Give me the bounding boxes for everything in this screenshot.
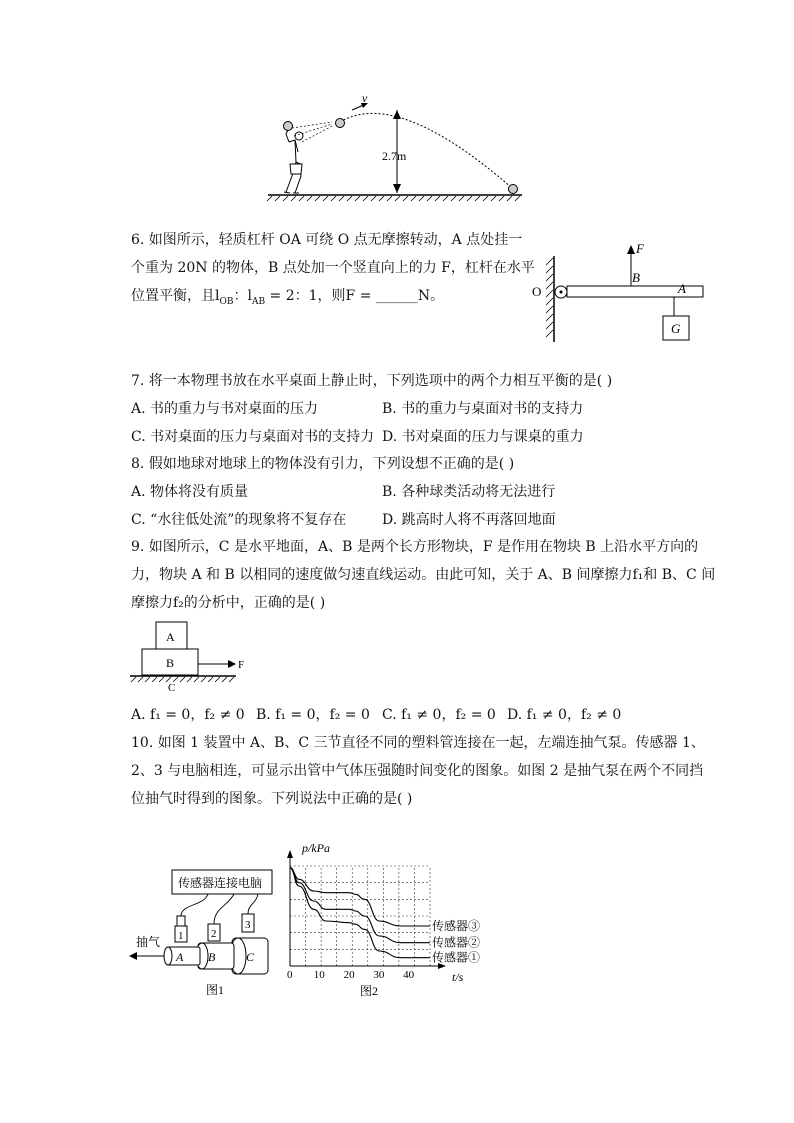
- force-label: F: [238, 659, 245, 671]
- q8-option-c: C. “水往低处流”的现象将不复存在: [131, 512, 347, 528]
- tube-A-end: [164, 947, 172, 965]
- q8-stem: 8. 假如地球对地球上的物体没有引力，下列设想不正确的是( ): [131, 456, 515, 472]
- legend-label: 传感器①: [432, 950, 481, 965]
- q9-line3: 摩擦力f₂的分析中，正确的是( ): [131, 595, 326, 611]
- wall-hatch: [546, 258, 553, 337]
- q7-option-b: B. 书的重力与桌面对书的支持力: [382, 401, 584, 417]
- q6-line3-b: ：l: [233, 288, 252, 304]
- lever-A-label: A: [678, 281, 686, 296]
- q9-option-c: C. f₁ ≠ 0，f₂ = 0: [382, 707, 496, 723]
- height-arrow-top: [393, 110, 401, 119]
- ball-start: [336, 119, 345, 128]
- block-B-label: B: [166, 656, 175, 670]
- legend-label: 传感器②: [432, 935, 481, 950]
- q8-option-d: D. 跳高时人将不再落回地面: [382, 512, 556, 528]
- tube-A-label: A: [176, 950, 184, 964]
- q6-line3-c: = 2：1，则F = ______N。: [265, 288, 445, 304]
- sensor-1-neck: [177, 916, 185, 926]
- lever-G-label: G: [671, 321, 681, 336]
- q6-sub-ob: OB: [219, 296, 234, 307]
- sensor-1-label: 1: [178, 930, 184, 942]
- q10-line3: 位抽气时得到的图象。下列说法中正确的是( ): [131, 791, 413, 807]
- x-tick-label: 40: [403, 969, 415, 981]
- pump-label: 抽气: [136, 935, 161, 949]
- chart-grid: [290, 866, 430, 966]
- q9-line2: 力，物块 A 和 B 以相同的速度做匀速直线运动。由此可知，关于 A、B 间摩擦力f₁和 B、C 间: [131, 567, 716, 583]
- q6-line3: [131, 287, 444, 311]
- velocity-label: v: [362, 92, 368, 105]
- q6-line2: 个重为 20N 的物体，B 点处加一个竖直向上的力 F，杠杆在水平: [131, 260, 535, 276]
- blocks-figure: [128, 616, 258, 696]
- force-F-head: [627, 245, 635, 254]
- x-tick-label: 10: [313, 969, 325, 981]
- lever-B-label: B: [632, 270, 640, 285]
- q6-sub-ab: AB: [251, 296, 266, 307]
- series-line: [290, 868, 430, 943]
- q8-option-b: B. 各种球类活动将无法进行: [382, 484, 556, 500]
- pressure-chart: [280, 836, 520, 1002]
- chart-y-axis-label: p/kPa: [302, 841, 330, 855]
- pivot-center: [560, 291, 563, 294]
- q7-option-c: C. 书对桌面的压力与桌面对书的支持力: [131, 429, 375, 445]
- chart-axes: [287, 850, 446, 969]
- q9-option-a: A. f₁ = 0，f₂ ≠ 0: [131, 707, 245, 723]
- q10-line1: 10. 如图 1 装置中 A、B、C 三节直径不同的塑料管连接在一起，左端连抽气泵。传感器 1、: [131, 735, 705, 751]
- block-A-label: A: [166, 630, 175, 644]
- series-line: [290, 868, 430, 926]
- lever-F-label: F: [636, 241, 644, 256]
- q7-option-a: A. 书的重力与书对桌面的压力: [131, 401, 319, 417]
- q8-option-a: A. 物体将没有质量: [131, 484, 249, 500]
- height-arrow-bottom: [393, 184, 401, 193]
- fig1-caption: 图1: [206, 983, 225, 997]
- ground-C-hatch: [131, 677, 234, 682]
- thrower-person: [284, 122, 304, 194]
- q7-stem: 7. 将一本物理书放在水平桌面上静止时，下列选项中的两个力相互平衡的是( ): [131, 373, 613, 389]
- q6-line1: 6. 如图所示，轻质杠杆 OA 可绕 O 点无摩擦转动，A 点处挂一: [131, 232, 523, 248]
- q9-line1: 9. 如图所示，C 是水平地面，A、B 是两个长方形物块，F 是作用在物块 B 上沿水平方向的: [131, 539, 699, 555]
- chart-legend: [432, 918, 480, 965]
- apparatus-figure: [128, 860, 288, 1000]
- trajectory-curve: [340, 113, 512, 188]
- ground-hatch: [267, 196, 520, 201]
- q6-line3-a: 位置平衡，且l: [131, 288, 220, 304]
- x-tick-label: 0: [287, 969, 293, 981]
- chart-series: [290, 868, 430, 958]
- q7-option-d: D. 书对桌面的压力与课桌的重力: [382, 429, 584, 445]
- y-axis-arrow: [287, 850, 293, 858]
- force-arrow-head: [228, 660, 236, 668]
- computer-box-label: 传感器连接电脑: [178, 876, 263, 890]
- series-line: [290, 868, 430, 958]
- x-tick-label: 20: [343, 969, 355, 981]
- ground-C-label: C: [168, 682, 176, 694]
- throw-figure: [262, 92, 526, 210]
- sensor-3-label: 3: [245, 919, 251, 931]
- q9-option-d: D. f₁ ≠ 0，f₂ ≠ 0: [507, 707, 622, 723]
- tube-C-label: C: [246, 950, 255, 964]
- q10-line2: 2、3 与电脑相连，可显示出管中气体压强随时间变化的图象。如图 2 是抽气泵在两个不同挡: [131, 763, 704, 779]
- legend-label: 传感器③: [432, 919, 481, 933]
- pump-arrow-head: [129, 952, 137, 960]
- ball-end: [509, 185, 518, 194]
- chart-ticks: [287, 969, 415, 981]
- fig2-caption: 图2: [360, 984, 379, 998]
- chart-x-axis-label: t/s: [452, 970, 464, 984]
- q9-option-b: B. f₁ = 0，f₂ = 0: [256, 707, 370, 723]
- lever-figure: [528, 236, 708, 350]
- x-tick-label: 30: [373, 969, 385, 981]
- lever-O-label: O: [532, 284, 542, 299]
- height-label: 2.7m: [382, 149, 407, 163]
- tube-B-label: B: [208, 950, 216, 964]
- sensor-2-label: 2: [211, 928, 217, 940]
